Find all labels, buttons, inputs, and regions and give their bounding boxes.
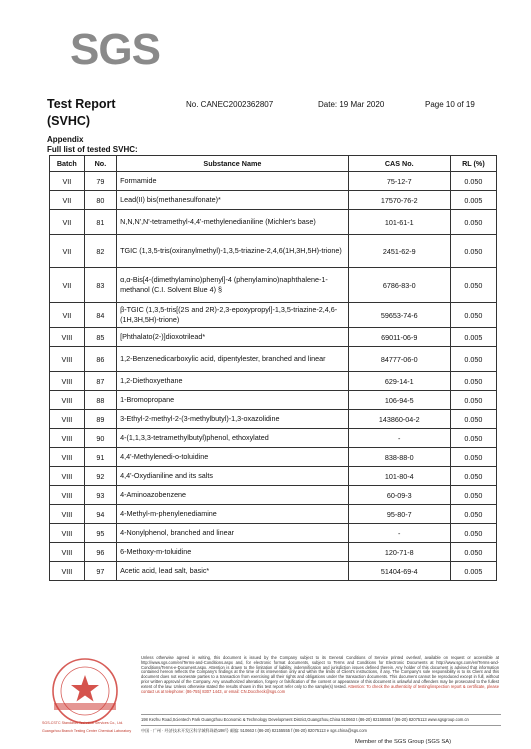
table-row xyxy=(50,191,497,210)
table-row xyxy=(50,268,497,303)
cell-rl: 0.050 xyxy=(450,347,496,372)
cell-rl: 0.050 xyxy=(450,543,496,562)
disclaimer-text: Unless otherwise agreed in writing, this document is issued by the Company subject to its General Conditions of Service printed overleaf, available on request or accessible at http://www.sgs.com/en/Terms-and-Conditions.aspx and, for electronic format documents, subject to Terms and Conditions for Electronic Documents at http://www.sgs.com/en/Terms-and-Conditions/Terms-e-Document.aspx. Attention is drawn to the limitation of liability, indemnification and jurisdiction issues defined therein. Any holder of this document is advised that information contained hereon reflects the Company's findings at the time of its intervention only and within the limits of Client's instructions, if any. The Company's sole responsibility is to its Client and this document does not exonerate parties to a transaction from exercising all their rights and obligations under the transaction documents. This document cannot be reproduced except in full, without prior written approval of the Company. Any unauthorized alteration, forgery or falsification of the content or appearance of this document is unlawful and offenders may be prosecuted to the fullest extent of the law. Unless otherwise stated the results shown in this test report refer only to the sample(s) tested. xyxy=(141,655,499,689)
cell-rl: 0.005 xyxy=(450,191,496,210)
cell-rl: 0.050 xyxy=(450,410,496,429)
table-row xyxy=(50,235,497,268)
cell-substance-name: 1-Bromopropane xyxy=(117,391,348,410)
cell-batch: VIII xyxy=(50,486,85,505)
report-date: Date: 19 Mar 2020 xyxy=(318,100,385,109)
table-row xyxy=(50,303,497,328)
table-row xyxy=(50,210,497,235)
cell-substance-name: 4,4'-Methylenedi-o-toluidine xyxy=(117,448,348,467)
cell-cas-no: - xyxy=(348,429,450,448)
table-row xyxy=(50,486,497,505)
cell-batch: VIII xyxy=(50,328,85,347)
cell-no: 97 xyxy=(84,562,116,581)
member-note: Member of the SGS Group (SGS SA) xyxy=(355,739,452,745)
cell-no: 94 xyxy=(84,505,116,524)
cell-batch: VIII xyxy=(50,524,85,543)
cell-no: 84 xyxy=(84,303,116,328)
cell-rl: 0.050 xyxy=(450,391,496,410)
cell-cas-no: 59653-74-6 xyxy=(348,303,450,328)
cell-cas-no: 101-61-1 xyxy=(348,210,450,235)
cell-substance-name: N,N,N',N'-tetramethyl-4,4'-methylenedianiline (Michler's base) xyxy=(117,210,348,235)
cell-cas-no: 143860-04-2 xyxy=(348,410,450,429)
list-heading: Full list of tested SVHC: xyxy=(47,145,138,154)
cell-rl: 0.050 xyxy=(450,448,496,467)
cell-rl: 0.050 xyxy=(450,235,496,268)
cell-substance-name: 4-Aminoazobenzene xyxy=(117,486,348,505)
cell-substance-name: 3-Ethyl-2-methyl-2-(3-methylbutyl)-1,3-oxazolidine xyxy=(117,410,348,429)
cell-substance-name: 4-(1,1,3,3-tetramethylbutyl)phenol, ethoxylated xyxy=(117,429,348,448)
table-row xyxy=(50,328,497,347)
cell-no: 96 xyxy=(84,543,116,562)
table-row xyxy=(50,524,497,543)
table-row xyxy=(50,410,497,429)
cell-substance-name: [Phthalato(2-)]dioxotrilead* xyxy=(117,328,348,347)
cell-rl: 0.050 xyxy=(450,505,496,524)
cell-cas-no: 101-80-4 xyxy=(348,467,450,486)
cell-cas-no: 120-71-8 xyxy=(348,543,450,562)
table-row xyxy=(50,467,497,486)
star-icon xyxy=(71,675,99,702)
cell-cas-no: 69011-06-9 xyxy=(348,328,450,347)
cell-no: 82 xyxy=(84,235,116,268)
cell-batch: VIII xyxy=(50,543,85,562)
cell-substance-name: 1,2-Diethoxyethane xyxy=(117,372,348,391)
report-title: Test Report xyxy=(47,97,116,111)
cell-rl: 0.050 xyxy=(450,429,496,448)
seal-label-2: Guangzhou Branch Testing Center Chemical Laboratory xyxy=(42,729,132,733)
cell-batch: VIII xyxy=(50,467,85,486)
cell-rl: 0.050 xyxy=(450,467,496,486)
cell-no: 80 xyxy=(84,191,116,210)
cell-cas-no: 2451-62-9 xyxy=(348,235,450,268)
cell-no: 81 xyxy=(84,210,116,235)
cell-no: 95 xyxy=(84,524,116,543)
cell-batch: VII xyxy=(50,172,85,191)
cell-no: 93 xyxy=(84,486,116,505)
cell-substance-name: α,α-Bis[4-(dimethylamino)phenyl]-4 (phenylamino)naphthalene-1-methanol (C.I. Solvent Blue 4) § xyxy=(117,268,348,303)
cell-no: 79 xyxy=(84,172,116,191)
footer-divider-2 xyxy=(141,725,501,726)
col-header-no: No. xyxy=(84,156,116,172)
cell-batch: VIII xyxy=(50,448,85,467)
cell-substance-name: 6-Methoxy-m-toluidine xyxy=(117,543,348,562)
cell-cas-no: 6786-83-0 xyxy=(348,268,450,303)
cell-no: 89 xyxy=(84,410,116,429)
table-row xyxy=(50,391,497,410)
cell-no: 92 xyxy=(84,467,116,486)
svhc-table xyxy=(49,155,497,581)
cell-batch: VIII xyxy=(50,562,85,581)
cell-cas-no: 17570-76-2 xyxy=(348,191,450,210)
cell-cas-no: 838-88-0 xyxy=(348,448,450,467)
seal-label: SGS-CSTC Standards Technical Services Co., Ltd. xyxy=(42,721,124,725)
cell-substance-name: 4-Methyl-m-phenylenediamine xyxy=(117,505,348,524)
sgs-seal-stamp xyxy=(42,655,128,729)
cell-rl: 0.050 xyxy=(450,172,496,191)
cell-rl: 0.005 xyxy=(450,562,496,581)
appendix-heading: Appendix xyxy=(47,135,84,144)
cell-rl: 0.050 xyxy=(450,268,496,303)
cell-rl: 0.050 xyxy=(450,372,496,391)
cell-substance-name: β-TGIC (1,3,5-tris[(2S and 2R)-2,3-epoxypropyl]-1,3,5-triazine-2,4,6-(1H,3H,5H)-trione) xyxy=(117,303,348,328)
table-row xyxy=(50,372,497,391)
cell-substance-name: 4,4'-Oxydianiline and its salts xyxy=(117,467,348,486)
table-row xyxy=(50,172,497,191)
cell-batch: VIII xyxy=(50,410,85,429)
footer-divider xyxy=(141,714,501,715)
table-row xyxy=(50,347,497,372)
cell-batch: VIII xyxy=(50,505,85,524)
cell-batch: VIII xyxy=(50,429,85,448)
cell-cas-no: 75-12-7 xyxy=(348,172,450,191)
col-header-cas: CAS No. xyxy=(348,156,450,172)
cell-cas-no: 51404-69-4 xyxy=(348,562,450,581)
cell-batch: VIII xyxy=(50,372,85,391)
col-header-batch: Batch xyxy=(50,156,85,172)
table-row xyxy=(50,543,497,562)
col-header-substance: Substance Name xyxy=(117,156,348,172)
cell-batch: VII xyxy=(50,210,85,235)
address-chinese: 中国 · 广州 · 经济技术开发区科学城科珠路198号 邮编: 510663 t (86-20) 82155555 f (86-20) 82075113 e sgs.china@sgs.com xyxy=(141,728,367,733)
cell-batch: VII xyxy=(50,191,85,210)
cell-no: 91 xyxy=(84,448,116,467)
cell-rl: 0.050 xyxy=(450,486,496,505)
cell-cas-no: 106-94-5 xyxy=(348,391,450,410)
cell-no: 86 xyxy=(84,347,116,372)
cell-cas-no: 629-14-1 xyxy=(348,372,450,391)
sgs-logo: SGS xyxy=(70,25,160,74)
cell-cas-no: 84777-06-0 xyxy=(348,347,450,372)
cell-batch: VII xyxy=(50,235,85,268)
table-row xyxy=(50,429,497,448)
cell-no: 85 xyxy=(84,328,116,347)
cell-rl: 0.005 xyxy=(450,328,496,347)
cell-no: 83 xyxy=(84,268,116,303)
cell-batch: VII xyxy=(50,268,85,303)
cell-rl: 0.050 xyxy=(450,303,496,328)
table-row xyxy=(50,448,497,467)
cell-batch: VII xyxy=(50,303,85,328)
table-row xyxy=(50,562,497,581)
cell-rl: 0.050 xyxy=(450,210,496,235)
cell-cas-no: 95-80-7 xyxy=(348,505,450,524)
cell-batch: VIII xyxy=(50,391,85,410)
cell-substance-name: Acetic acid, lead salt, basic* xyxy=(117,562,348,581)
cell-substance-name: Formamide xyxy=(117,172,348,191)
cell-substance-name: Lead(II) bis(methanesulfonate)* xyxy=(117,191,348,210)
cell-substance-name: 4-Nonylphenol, branched and linear xyxy=(117,524,348,543)
address-english: 198 Kezhu Road,Scientech Park Guangzhou Economic & Technology Development District,Guangzhou,China 510663 t (86-20) 82155555 f (86-20) 82075113 www.sgsgroup.com.cn xyxy=(141,717,469,722)
cell-batch: VIII xyxy=(50,347,85,372)
page-number: Page 10 of 19 xyxy=(425,100,475,109)
cell-substance-name: 1,2-Benzenedicarboxylic acid, dipentylester, branched and linear xyxy=(117,347,348,372)
cell-rl: 0.050 xyxy=(450,524,496,543)
report-number: No. CANEC2002362807 xyxy=(186,100,274,109)
table-row xyxy=(50,505,497,524)
footer-disclaimer xyxy=(141,656,499,694)
cell-no: 90 xyxy=(84,429,116,448)
col-header-rl: RL (%) xyxy=(450,156,496,172)
cell-no: 88 xyxy=(84,391,116,410)
report-subtitle: (SVHC) xyxy=(47,114,91,128)
cell-no: 87 xyxy=(84,372,116,391)
seal-band xyxy=(54,703,116,710)
table-header-row xyxy=(50,156,497,172)
cell-cas-no: - xyxy=(348,524,450,543)
cell-cas-no: 60-09-3 xyxy=(348,486,450,505)
cell-substance-name: TGIC (1,3,5-tris(oxiranylmethyl)-1,3,5-triazine-2,4,6(1H,3H,5H)-trione) xyxy=(117,235,348,268)
attention-text: Attention: To check the authenticity of testing/inspection report & certificate, please contact us at telephone: (86-755) 8307 1443, or email: CN.Doccheck@sgs.com xyxy=(141,683,499,694)
